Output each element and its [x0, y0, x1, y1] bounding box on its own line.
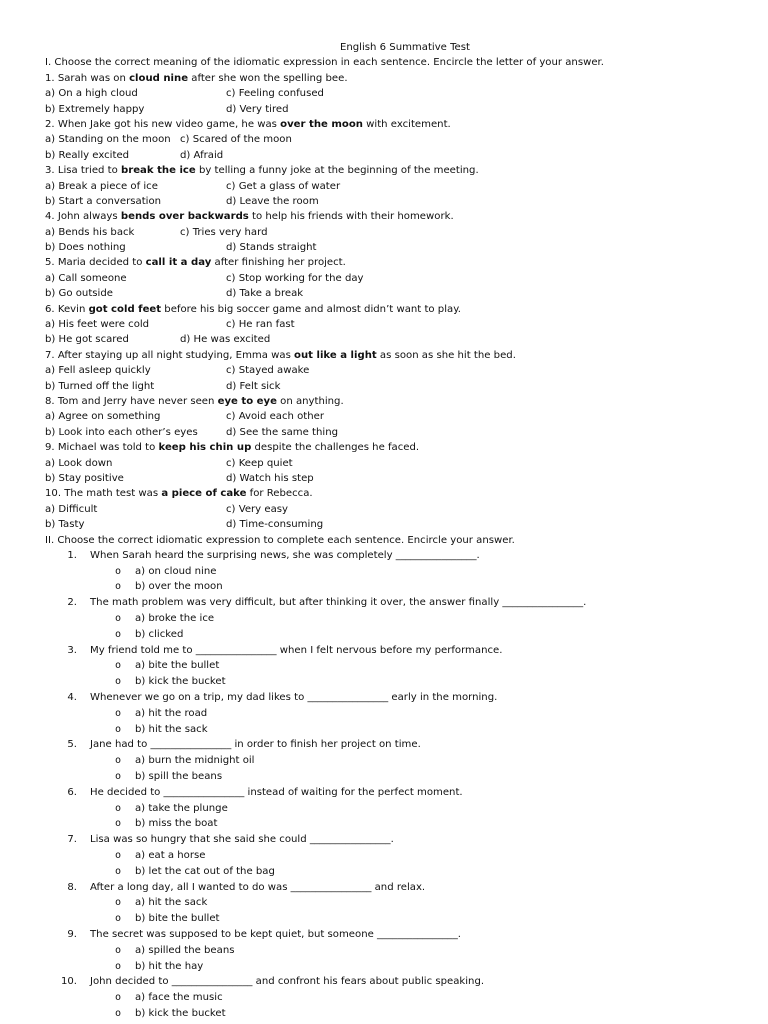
- question-text-after: to help his friends with their homework.: [248, 211, 454, 223]
- answer-option[interactable]: b) Start a conversation: [45, 195, 162, 207]
- question-text: John decided to ________________ and confront his fears about public speaking.: [90, 976, 485, 988]
- bullet-icon: o: [115, 581, 122, 593]
- fill-blank-question: [45, 643, 735, 659]
- answer-option[interactable]: d) He was excited: [180, 334, 271, 346]
- choice-item[interactable]: [45, 706, 735, 722]
- question-stem: [45, 440, 735, 455]
- choice-label: b) over the moon: [135, 581, 223, 593]
- question-stem: [45, 255, 735, 270]
- question-number: 1.: [67, 549, 77, 561]
- question-number: 4.: [67, 692, 77, 704]
- choice-item[interactable]: [45, 943, 735, 959]
- question-text: Lisa was so hungry that she said she could ________________.: [90, 834, 394, 846]
- question-stem: [45, 163, 735, 178]
- choice-item[interactable]: [45, 864, 735, 880]
- answer-option[interactable]: d) Very tired: [226, 103, 289, 115]
- choice-label: a) take the plunge: [135, 802, 228, 814]
- bullet-icon: o: [115, 865, 122, 877]
- answer-option[interactable]: d) Stands straight: [226, 242, 317, 254]
- question-text-before: 1. Sarah was on: [45, 72, 130, 84]
- question-text: My friend told me to ________________ when I felt nervous before my performance.: [90, 644, 503, 656]
- answer-option[interactable]: c) Feeling confused: [226, 88, 324, 100]
- answer-option[interactable]: d) Time-consuming: [226, 519, 324, 531]
- choice-item[interactable]: [45, 564, 735, 580]
- bullet-icon: o: [115, 850, 122, 862]
- choice-label: a) on cloud nine: [135, 565, 217, 577]
- answer-option[interactable]: a) Standing on the moon: [45, 134, 171, 146]
- bullet-icon: o: [115, 628, 122, 640]
- fill-blank-question: [45, 974, 735, 990]
- bullet-icon: o: [115, 944, 122, 956]
- bullet-icon: o: [115, 660, 122, 672]
- question-text-after: before his big soccer game and almost didn’t want to play.: [161, 303, 461, 315]
- answer-option[interactable]: b) Extremely happy: [45, 103, 145, 115]
- answer-options-row: [45, 271, 735, 286]
- answer-option[interactable]: c) He ran fast: [226, 319, 295, 331]
- part2-questions: [45, 548, 735, 1022]
- fill-blank-question: [45, 595, 735, 611]
- choice-item[interactable]: [45, 579, 735, 595]
- page-title: English 6 Summative Test: [340, 42, 470, 53]
- question-text-after: with excitement.: [362, 118, 451, 130]
- answer-options-row: [45, 379, 735, 394]
- choice-item[interactable]: [45, 816, 735, 832]
- choice-item[interactable]: [45, 769, 735, 785]
- choice-label: b) hit the sack: [135, 723, 208, 735]
- answer-option[interactable]: d) Take a break: [226, 288, 304, 300]
- fill-blank-question: [45, 548, 735, 564]
- choice-label: b) clicked: [135, 628, 184, 640]
- bullet-icon: o: [115, 992, 122, 1004]
- question-text: Whenever we go on a trip, my dad likes to ________________ early in the morning.: [90, 692, 498, 704]
- question-stem: [45, 486, 735, 501]
- choice-label: b) bite the bullet: [135, 913, 220, 925]
- question-text-after: after finishing her project.: [211, 257, 346, 269]
- answer-option[interactable]: b) Look into each other’s eyes: [45, 426, 198, 438]
- answer-options-row: [45, 148, 735, 163]
- idiom-highlight: keep his chin up: [158, 442, 252, 454]
- question-text-after: on anything.: [276, 395, 344, 407]
- answer-option[interactable]: a) On a high cloud: [45, 88, 138, 100]
- choice-label: a) spilled the beans: [135, 944, 235, 956]
- answer-option[interactable]: c) Get a glass of water: [226, 180, 341, 192]
- answer-options-row: [45, 517, 735, 532]
- answer-options-row: [45, 102, 735, 117]
- answer-option[interactable]: c) Tries very hard: [180, 226, 268, 238]
- choice-item[interactable]: [45, 627, 735, 643]
- choice-item[interactable]: [45, 895, 735, 911]
- answer-option[interactable]: d) Watch his step: [226, 472, 314, 484]
- question-text-before: 3. Lisa tried to: [45, 165, 121, 177]
- answer-options-row: [45, 286, 735, 301]
- answer-option[interactable]: c) Avoid each other: [226, 411, 325, 423]
- question-number: 9.: [67, 929, 77, 941]
- idiom-highlight: bends over backwards: [120, 211, 249, 223]
- idiom-highlight: got cold feet: [88, 303, 162, 315]
- answer-option[interactable]: b) Stay positive: [45, 472, 124, 484]
- fill-blank-question: [45, 737, 735, 753]
- fill-blank-question: [45, 690, 735, 706]
- question-text-after: after she won the spelling bee.: [188, 72, 348, 84]
- choice-label: a) eat a horse: [135, 850, 206, 862]
- answer-option[interactable]: b) Does nothing: [45, 242, 126, 254]
- answer-option[interactable]: a) Difficult: [45, 503, 98, 515]
- bullet-icon: o: [115, 676, 122, 688]
- question-text-before: 2. When Jake got his new video game, he was: [45, 118, 281, 130]
- question-number: 8.: [67, 881, 77, 893]
- choice-label: b) miss the boat: [135, 818, 218, 830]
- answer-options-row: [45, 225, 735, 240]
- answer-option[interactable]: b) He got scared: [45, 334, 129, 346]
- answer-options-row: [45, 179, 735, 194]
- question-text-before: 10. The math test was: [45, 488, 162, 500]
- choice-item[interactable]: [45, 753, 735, 769]
- question-text-after: as soon as she hit the bed.: [376, 349, 516, 361]
- answer-option[interactable]: a) His feet were cold: [45, 319, 150, 331]
- question-stem: [45, 117, 735, 132]
- choice-item[interactable]: [45, 722, 735, 738]
- answer-options-row: [45, 363, 735, 378]
- choice-item[interactable]: [45, 911, 735, 927]
- bullet-icon: o: [115, 723, 122, 735]
- fill-blank-question: [45, 832, 735, 848]
- choice-item[interactable]: [45, 674, 735, 690]
- answer-option[interactable]: a) Fell asleep quickly: [45, 365, 151, 377]
- answer-options-row: [45, 132, 735, 147]
- choice-label: a) face the music: [135, 992, 223, 1004]
- question-text-before: 6. Kevin: [45, 303, 89, 315]
- answer-option[interactable]: d) Felt sick: [226, 380, 281, 392]
- answer-option[interactable]: c) Scared of the moon: [180, 134, 292, 146]
- answer-options-row: [45, 456, 735, 471]
- question-stem: [45, 302, 735, 317]
- question-text-before: 4. John always: [45, 211, 121, 223]
- choice-item[interactable]: [45, 959, 735, 975]
- answer-options-row: [45, 194, 735, 209]
- bullet-icon: o: [115, 707, 122, 719]
- answer-option[interactable]: b) Go outside: [45, 288, 113, 300]
- answer-option[interactable]: d) Leave the room: [226, 195, 319, 207]
- bullet-icon: o: [115, 913, 122, 925]
- bullet-icon: o: [115, 1008, 122, 1019]
- answer-options-row: [45, 471, 735, 486]
- question-text-after: despite the challenges he faced.: [251, 442, 420, 454]
- answer-option[interactable]: c) Very easy: [226, 503, 288, 515]
- bullet-icon: o: [115, 802, 122, 814]
- question-text: Jane had to ________________ in order to finish her project on time.: [90, 739, 421, 751]
- choice-label: b) spill the beans: [135, 771, 223, 783]
- question-stem: [45, 348, 735, 363]
- choice-label: b) kick the bucket: [135, 676, 226, 688]
- part2-instruction: II. Choose the correct idiomatic expression to complete each sentence. Encircle your answer.: [45, 534, 515, 546]
- answer-options-row: [45, 317, 735, 332]
- answer-options-row: [45, 86, 735, 101]
- question-text-before: 7. After staying up all night studying, Emma was: [45, 349, 295, 361]
- bullet-icon: o: [115, 755, 122, 767]
- part1-questions: [45, 71, 735, 533]
- question-text: The secret was supposed to be kept quiet, but someone ________________.: [90, 929, 461, 941]
- answer-option[interactable]: b) Turned off the light: [45, 380, 155, 392]
- test-page: [45, 40, 735, 1022]
- question-text-before: 9. Michael was told to: [45, 442, 159, 454]
- answer-option[interactable]: b) Tasty: [45, 519, 85, 531]
- answer-option[interactable]: b) Really excited: [45, 149, 130, 161]
- answer-option[interactable]: a) Call someone: [45, 272, 127, 284]
- idiom-highlight: over the moon: [280, 118, 363, 130]
- question-text-before: 8. Tom and Jerry have never seen: [45, 395, 218, 407]
- question-stem: [45, 209, 735, 224]
- idiom-highlight: out like a light: [294, 349, 377, 361]
- bullet-icon: o: [115, 897, 122, 909]
- fill-blank-question: [45, 785, 735, 801]
- question-text: When Sarah heard the surprising news, she was completely ________________.: [90, 549, 480, 561]
- idiom-highlight: call it a day: [145, 257, 212, 269]
- choice-label: a) broke the ice: [135, 613, 215, 625]
- choice-label: a) hit the road: [135, 707, 208, 719]
- fill-blank-question: [45, 927, 735, 943]
- question-text-before: 5. Maria decided to: [45, 257, 146, 269]
- answer-options-row: [45, 425, 735, 440]
- bullet-icon: o: [115, 771, 122, 783]
- question-number: 7.: [67, 834, 77, 846]
- fill-blank-question: [45, 880, 735, 896]
- question-text: The math problem was very difficult, but after thinking it over, the answer finally ________________.: [90, 597, 587, 609]
- choice-item[interactable]: [45, 990, 735, 1006]
- choice-item[interactable]: [45, 848, 735, 864]
- idiom-highlight: eye to eye: [217, 395, 277, 407]
- question-number: 5.: [67, 739, 77, 751]
- answer-options-row: [45, 502, 735, 517]
- question-number: 6.: [67, 786, 77, 798]
- question-stem: [45, 71, 735, 86]
- choice-item[interactable]: [45, 658, 735, 674]
- answer-option[interactable]: c) Keep quiet: [226, 457, 293, 469]
- choice-item[interactable]: [45, 611, 735, 627]
- idiom-highlight: break the ice: [121, 165, 196, 177]
- choice-label: a) burn the midnight oil: [135, 755, 255, 767]
- question-number: 3.: [67, 644, 77, 656]
- choice-label: b) let the cat out of the bag: [135, 865, 275, 877]
- idiom-highlight: cloud nine: [129, 72, 189, 84]
- answer-option[interactable]: a) Agree on something: [45, 411, 161, 423]
- answer-option[interactable]: a) Look down: [45, 457, 113, 469]
- bullet-icon: o: [115, 613, 122, 625]
- bullet-icon: o: [115, 960, 122, 972]
- answer-option[interactable]: a) Break a piece of ice: [45, 180, 158, 192]
- choice-item[interactable]: [45, 1006, 735, 1022]
- idiom-highlight: a piece of cake: [161, 488, 247, 500]
- question-text-after: by telling a funny joke at the beginning of the meeting.: [195, 165, 479, 177]
- question-number: 2.: [67, 597, 77, 609]
- choice-label: b) kick the bucket: [135, 1008, 226, 1019]
- answer-options-row: [45, 409, 735, 424]
- answer-option[interactable]: a) Bends his back: [45, 226, 135, 238]
- part1-instruction: I. Choose the correct meaning of the idiomatic expression in each sentence. Encircle the letter of your answer.: [45, 57, 604, 69]
- bullet-icon: o: [115, 818, 122, 830]
- choice-label: a) hit the sack: [135, 897, 208, 909]
- answer-option[interactable]: c) Stayed awake: [226, 365, 310, 377]
- question-text: After a long day, all I wanted to do was ________________ and relax.: [90, 881, 426, 893]
- question-text-after: for Rebecca.: [246, 488, 313, 500]
- answer-options-row: [45, 240, 735, 255]
- choice-label: b) hit the hay: [135, 960, 204, 972]
- choice-item[interactable]: [45, 801, 735, 817]
- answer-option[interactable]: c) Stop working for the day: [226, 272, 364, 284]
- question-number: 10.: [60, 976, 77, 988]
- answer-option[interactable]: d) See the same thing: [226, 426, 339, 438]
- question-text: He decided to ________________ instead of waiting for the perfect moment.: [90, 786, 463, 798]
- bullet-icon: o: [115, 565, 122, 577]
- answer-option[interactable]: d) Afraid: [180, 149, 224, 161]
- question-stem: [45, 394, 735, 409]
- answer-options-row: [45, 332, 735, 347]
- choice-label: a) bite the bullet: [135, 660, 220, 672]
